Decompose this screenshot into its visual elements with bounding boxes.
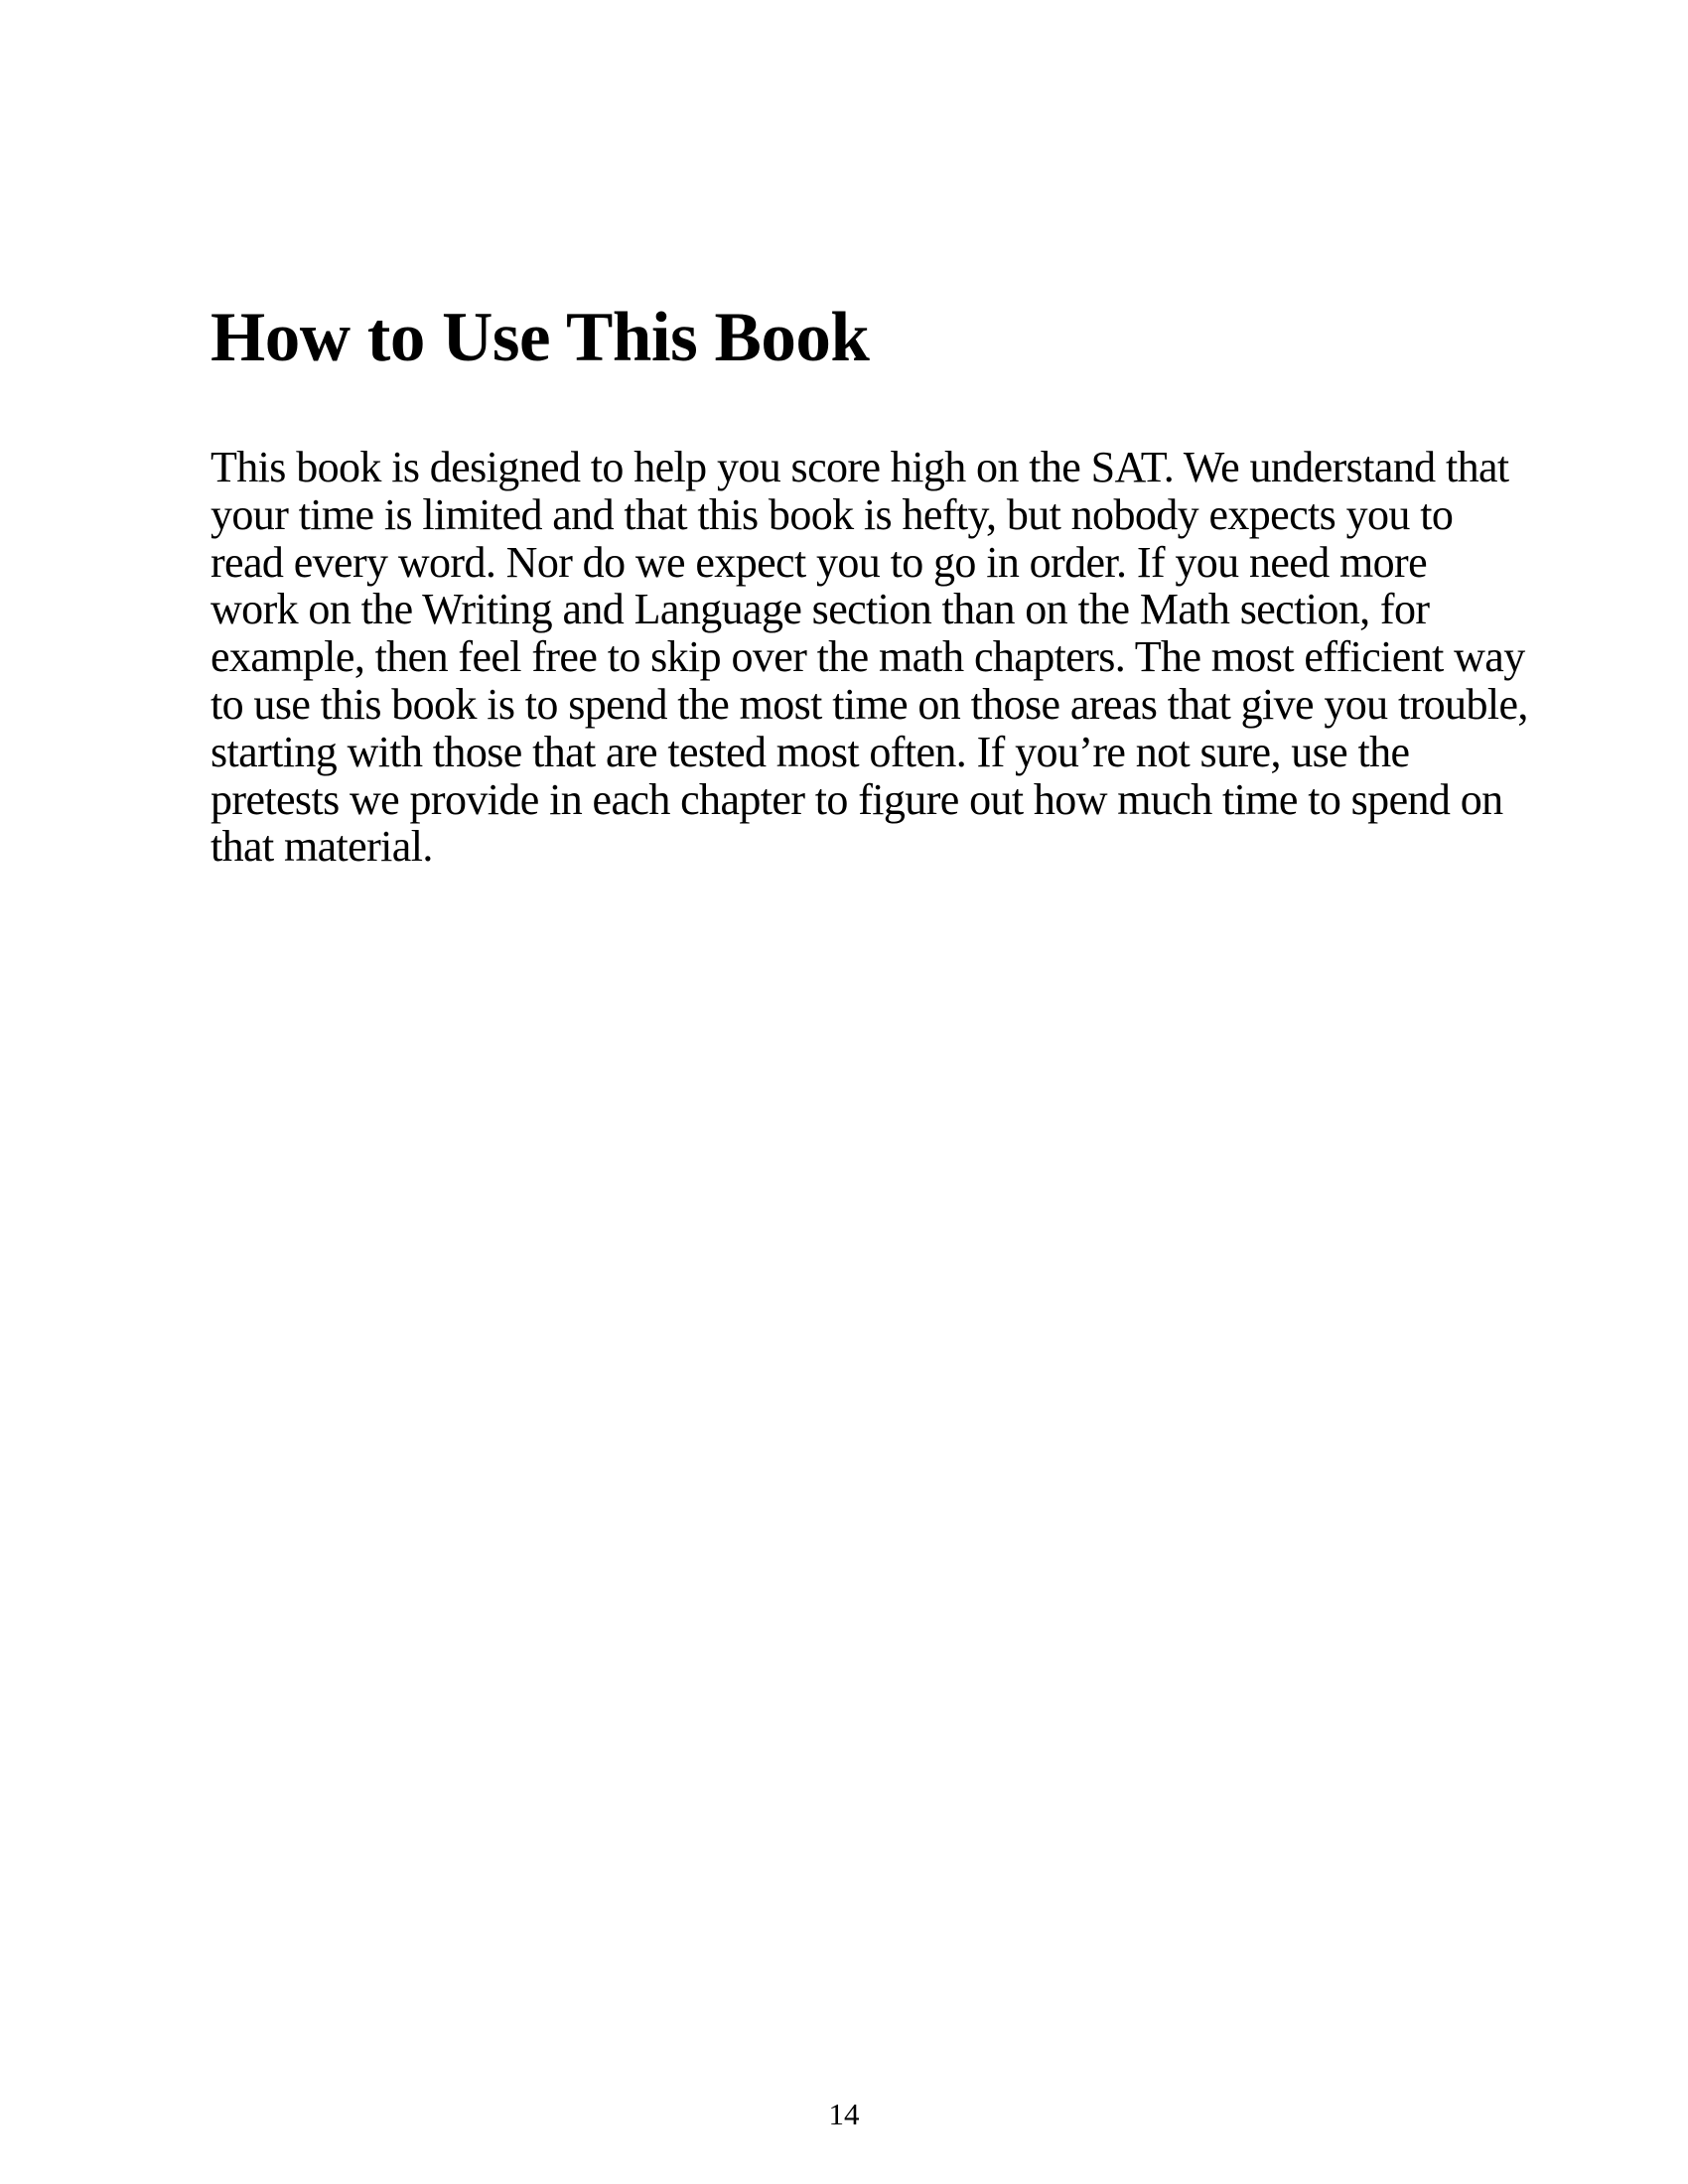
paragraph-line: your time is limited and that this book is hefty, but nobody expects you to [211, 489, 1454, 539]
paragraph-line: read every word. Nor do we expect you to go in order. If you need more [211, 537, 1428, 587]
paragraph-line: that material. [211, 822, 433, 872]
paragraph-line: work on the Writing and Language section than on the Math section, for [211, 585, 1430, 634]
paragraph-line: This book is designed to help you score high on the SAT. We understand that [211, 443, 1509, 491]
paragraph-line: example, then feel free to skip over the math chapters. The most efficient way [211, 632, 1525, 682]
body-paragraph [211, 443, 1528, 872]
page-title: How to Use This Book [211, 299, 870, 376]
paragraph-line: starting with those that are tested most often. If you’re not sure, use the [211, 727, 1410, 776]
paragraph-line: pretests we provide in each chapter to figure out how much time to spend on [211, 774, 1503, 824]
page-number: 14 [828, 2097, 860, 2131]
paragraph-line: to use this book is to spend the most time on those areas that give you trouble, [211, 679, 1528, 729]
